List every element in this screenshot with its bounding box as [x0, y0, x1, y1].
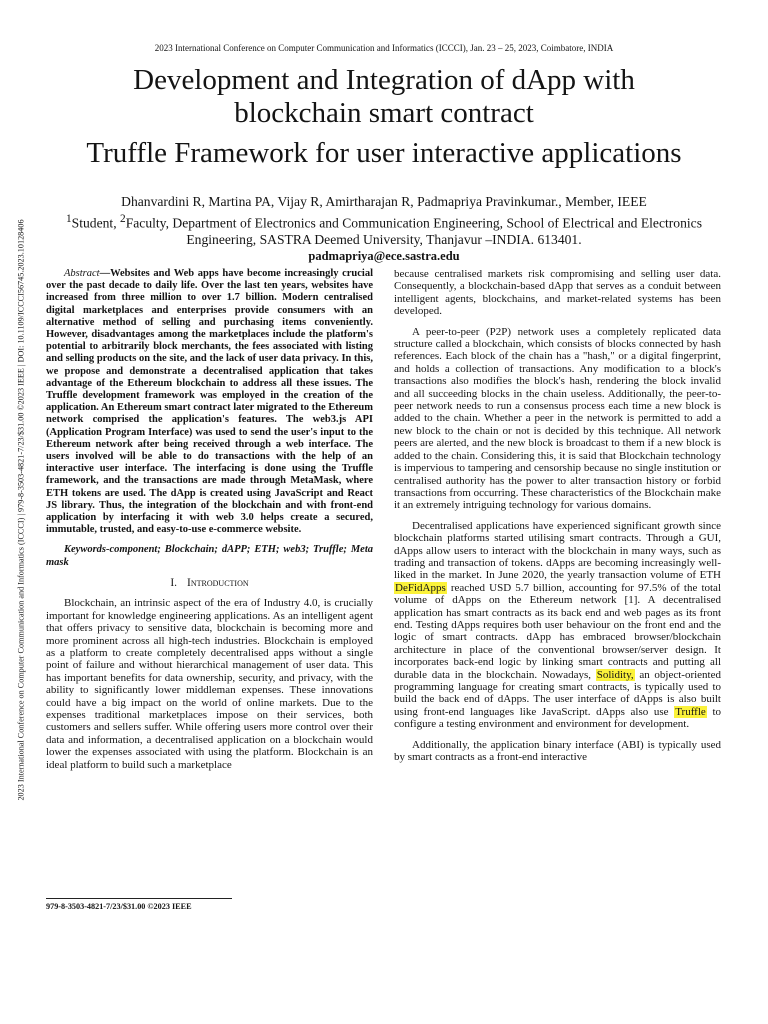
- title-line-1: Development and Integration of dApp with: [133, 64, 635, 96]
- right-paragraph-0: because centralised markets risk compromising and selling user data. Consequently, a blockchain-based dApp that serves as a conduit between intelligent agents, blockchains, and market-related systems has been developed.: [394, 268, 721, 318]
- paper-title: [40, 64, 728, 170]
- title-line-2: blockchain smart contract: [234, 97, 534, 129]
- footnote-copyright: 979-8-3503-4821-7/23/$31.00 ©2023 IEEE: [46, 902, 192, 911]
- affiliation-sup-2: 2: [120, 212, 126, 225]
- affiliation-student: Student,: [71, 215, 121, 231]
- p2-part-b: reached USD 5.7 billion, accounting for 97.5% of the total volume of dApps on the Ethereum network [1]. A decentralised application has smart contracts as its back end and web pages as its front end. Testing dApps requires both user behaviour on the front end and the logic of smart contracts. dApp has embraced browser/blockchain architecture in place of the conventional browser/server design. It incorporates back-end logic by linking smart contracts and putting all durable data in the blockchain. Nowadays,: [394, 581, 721, 681]
- right-paragraph-2: [394, 520, 721, 731]
- right-column: [394, 268, 721, 771]
- section-number: I.: [170, 576, 178, 589]
- conference-header: 2023 International Conference on Computer Communication and Informatics (ICCCI), Jan. 23 – 25, 2023, Coimbatore, INDIA: [154, 43, 614, 53]
- highlight-truffle: Truffle: [675, 705, 706, 718]
- p2-part-c: an object-oriented programming language for creating smart contracts, is typically used to build the back end of dApps. The user interface of dApps is also built using front-end languages like JavaScript. dApps also use: [394, 668, 721, 718]
- affiliation-faculty: Faculty, Department of Electronics and Communication Engineering, School of Electrical and Electronics: [125, 215, 702, 231]
- right-paragraph-1: A peer-to-peer (P2P) network uses a completely replicated data structure called a blockchain, which consists of blocks connected by hash references. Each block of the chain has a "hash," or a digital fingerprint, and holds a collection of transactions. Any modification to a block's transactions also modifies the block's hash, rendering the block invalid and all succeeding blocks in the chain useless. Additionally, the peer-to-peer network needs to run a consensus process each time a new block is added to the chain. Whether a peer in the network is permitted to add a new block to the chain or not is decided by this technique. All network peers are alerted, and the new block is broadcast to them if a new block is added to the chain. Considering this, it is said that Blockchain technology is impervious to tampering and censorship because no single institution or centralised authority has the power to alter transaction history or forbid transactions from occurring. These characteristics of the Blockchain make it an extremely intriguing technology for various domains.: [394, 325, 721, 512]
- section-heading-introduction: [46, 577, 373, 589]
- side-doi-text: 2023 International Conference on Computer Communication and Informatics (ICCCI) | 979-8-3503-4821-7/23/$31.00 ©2023 IEEE | DOI: 10.1109/ICCCI56745.2023.10128406: [16, 219, 26, 801]
- author-email: padmapriya@ece.sastra.edu: [308, 249, 460, 264]
- abstract-label: Abstract: [64, 268, 100, 279]
- p2-part-a: Decentralised applications have experienced significant growth since blockchain platforms started utilising smart contracts. Through a GUI, dApps allow users to interact with the blockchain in many ways, such as trading and transaction of tokens. dApps are becoming increasingly well-liked in the market. In June 2020, the yearly transaction volume of ETH: [394, 519, 721, 582]
- keywords: Keywords-component; Blockchain; dAPP; ETH; web3; Truffle; Meta mask: [46, 544, 373, 568]
- section-title: Introduction: [187, 576, 249, 589]
- left-column: [46, 268, 373, 779]
- highlight-solidity: Solidity,: [596, 668, 634, 681]
- footnote-rule: [46, 898, 232, 899]
- title-line-3: Truffle Framework for user interactive applications: [86, 137, 682, 169]
- abstract: [46, 268, 373, 536]
- author-block: [40, 194, 728, 265]
- right-paragraph-3: Additionally, the application binary interface (ABI) is typically used by smart contracts as a front-end interactive: [394, 738, 721, 764]
- side-margin-doi: [8, 160, 34, 860]
- abstract-text: —Websites and Web apps have become increasingly crucial over the past decade to daily life. Over the last ten years, websites have increased from three million to over 1.7 billion. Modern centralised digital marketplaces and enterprises provide consumers with an alternative method of selling and purchasing items conveniently. However, disadvantages among the marketplaces include the platform's potential to arbitrarily block merchants, the fees associated with listing and selling products on the site, and the lack of user data privacy. In this, we propose and demonstrate a decentralised application that takes advantage of the Ethereum blockchain to address all these issues. The Truffle development framework was employed in the creation of the application. An Ethereum smart contract later migrated to the Ethereum network comprised the application's features. The web3.js API (Application Program Interface) was used to send the user's input to the Ethereum network after being received through a web interface. The users involved will be able to do transactions with the help of an interactive user interface. The interfacing is done using the Truffle framework, and the transactions are made through MetaMask, where ETH tokens are used. The dApp is created using JavaScript and React JS library. Thus, the integration of the blockchain and with front-end application by interfacing it with web 3.0 helps create a secured, immutable, trusted, and easy-to-use e-commerce website.: [46, 268, 373, 536]
- intro-paragraph-1: Blockchain, an intrinsic aspect of the era of Industry 4.0, is crucially important for knowledge engineering applications. As an intelligent agent that offers privacy to sensitive data, blockchain is becoming more and more prominent across all high-tech industries. Blockchain is employed as a platform to create completely decentralised apps without a single point of failure and without hierarchical management of user data. This has important benefits for data ownership, security, and privacy, with the ability to significantly lower middleman expenses. These innovations could have a big impact on the world of online markets. Due to the expenses traditional marketplaces impose on their services, both customers and sellers suffer. While offering users more control over their data and information, a decentralised application on a blockchain would lower the expenses associated with using the platform. Blockchain is an ideal platform to build such a marketplace: [46, 597, 373, 771]
- affiliation-sup-1: 1: [66, 212, 72, 225]
- author-names: Dhanvardini R, Martina PA, Vijay R, Amirtharajan R, Padmapriya Pravinkumar., Member, IEEE: [121, 194, 647, 209]
- p2-part-d: to configure a testing environment and environment for development.: [394, 705, 721, 731]
- affiliation-line-1: [40, 211, 728, 232]
- highlight-defidapps: DeFidApps: [395, 581, 446, 594]
- affiliation-line-2: Engineering, SASTRA Deemed University, Thanjavur –INDIA. 613401.: [186, 231, 582, 247]
